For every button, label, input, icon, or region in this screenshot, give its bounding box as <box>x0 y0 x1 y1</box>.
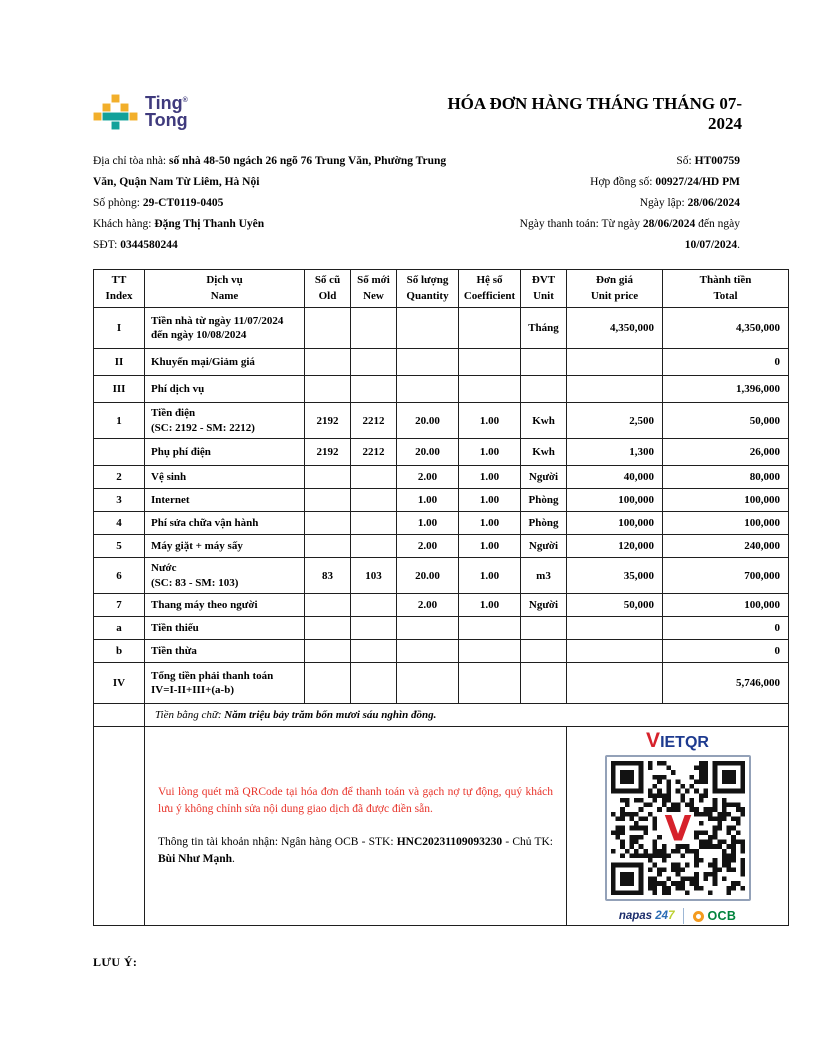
cell-new: 103 <box>351 558 397 594</box>
column-header-tt: TT Index <box>94 270 145 308</box>
cell-name: Tiền thiếu <box>145 617 305 640</box>
cell-new <box>351 308 397 349</box>
page-title: HÓA ĐƠN HÀNG THÁNG THÁNG 07- 2024 <box>447 94 742 134</box>
contract-number-line: Hợp đồng số: 00927/24/HD PM <box>590 176 740 189</box>
amount-in-words-value: Năm triệu bảy trăm bốn mươi sáu nghìn đồng. <box>224 709 437 722</box>
cell-tt: 6 <box>94 558 145 594</box>
cell-total: 0 <box>663 349 789 376</box>
cell-name: Tiền nhà từ ngày 11/07/2024 đến ngày 10/08/2024 <box>145 308 305 349</box>
cell-name: Máy giặt + máy sấy <box>145 535 305 558</box>
invoice-info <box>93 151 788 256</box>
cell-tt: b <box>94 640 145 663</box>
cell-unit: Người <box>521 535 567 558</box>
cell-coef <box>459 376 521 403</box>
cell-unit <box>521 376 567 403</box>
ocb-ring-icon <box>693 911 704 922</box>
cell-unit: Tháng <box>521 308 567 349</box>
invoice-content <box>93 94 788 970</box>
cell-coef: 1.00 <box>459 535 521 558</box>
cell-coef: 1.00 <box>459 403 521 439</box>
cell-name: Tiền điện (SC: 2192 - SM: 2212) <box>145 403 305 439</box>
cell-qty: 2.00 <box>397 466 459 489</box>
cell-total: 0 <box>663 617 789 640</box>
cell-qty: 20.00 <box>397 558 459 594</box>
cell-old <box>305 640 351 663</box>
ocb-logo: OCB <box>693 909 736 923</box>
info-right-column <box>465 151 788 256</box>
cell-name: Phí dịch vụ <box>145 376 305 403</box>
building-address-line: Địa chỉ tòa nhà: số nhà 48-50 ngách 26 ngõ 76 Trung Văn, Phường Trung Văn, Quận Nam Từ Liêm, Hà Nội <box>93 155 447 189</box>
tingtong-logo-text: Ting® Tong <box>145 92 188 130</box>
registered-mark: ® <box>182 96 188 104</box>
cell-name: Internet <box>145 489 305 512</box>
qr-code-cell <box>567 727 789 926</box>
cell-total: 100,000 <box>663 512 789 535</box>
cell-new <box>351 466 397 489</box>
cell-old: 2192 <box>305 439 351 466</box>
cell-qty <box>397 349 459 376</box>
cell-old <box>305 535 351 558</box>
cell-name: Tổng tiền phải thanh toán IV=I-II+III+(a-b) <box>145 663 305 704</box>
cell-price <box>567 349 663 376</box>
cell-name: Thang máy theo người <box>145 594 305 617</box>
cell-coef <box>459 349 521 376</box>
cell-old: 83 <box>305 558 351 594</box>
cell-price: 1,300 <box>567 439 663 466</box>
napas-247-logo: napas 247 <box>618 910 675 923</box>
cell-qty: 2.00 <box>397 594 459 617</box>
cell-coef: 1.00 <box>459 594 521 617</box>
cell-new <box>351 663 397 704</box>
cell-new: 2212 <box>351 439 397 466</box>
cell-old <box>305 308 351 349</box>
cell-price: 40,000 <box>567 466 663 489</box>
cell-new <box>351 594 397 617</box>
cell-tt: IV <box>94 663 145 704</box>
cell-coef: 1.00 <box>459 512 521 535</box>
info-left-column <box>93 151 465 256</box>
cell-unit: Kwh <box>521 439 567 466</box>
cell-unit <box>521 617 567 640</box>
cell-name: Vệ sinh <box>145 466 305 489</box>
column-header-name: Dịch vụ Name <box>145 270 305 308</box>
cell-qty: 1.00 <box>397 489 459 512</box>
cell-old <box>305 512 351 535</box>
cell-tt <box>94 439 145 466</box>
column-header-price: Đơn giá Unit price <box>567 270 663 308</box>
cell-qty: 1.00 <box>397 512 459 535</box>
cell-tt: III <box>94 376 145 403</box>
cell-old <box>305 617 351 640</box>
cell-unit: Người <box>521 594 567 617</box>
cell-qty: 20.00 <box>397 439 459 466</box>
cell-unit: Kwh <box>521 403 567 439</box>
table-row <box>94 594 789 617</box>
cell-total: 80,000 <box>663 466 789 489</box>
cell-qty <box>397 376 459 403</box>
cell-qty <box>397 617 459 640</box>
cell-total: 100,000 <box>663 594 789 617</box>
table-row <box>94 535 789 558</box>
cell-tt: 2 <box>94 466 145 489</box>
cell-price: 2,500 <box>567 403 663 439</box>
cell-tt: 5 <box>94 535 145 558</box>
vietqr-v-icon: V <box>646 729 661 753</box>
cell-total: 1,396,000 <box>663 376 789 403</box>
table-row <box>94 308 789 349</box>
cell-tt: 7 <box>94 594 145 617</box>
table-row <box>94 466 789 489</box>
cell-coef: 1.00 <box>459 489 521 512</box>
amount-in-words-label: Tiền bằng chữ: <box>155 709 225 722</box>
cell-tt <box>94 704 145 727</box>
cell-tt: a <box>94 617 145 640</box>
cell-unit: Phòng <box>521 489 567 512</box>
cell-tt: 1 <box>94 403 145 439</box>
cell-qty: 20.00 <box>397 403 459 439</box>
table-row <box>94 663 789 704</box>
cell-coef <box>459 640 521 663</box>
vietqr-logo: VIETQR <box>646 729 709 753</box>
cell-name: Phí sửa chữa vận hành <box>145 512 305 535</box>
cell-new <box>351 489 397 512</box>
cell-new <box>351 640 397 663</box>
cell-unit <box>521 640 567 663</box>
payment-note-cell <box>145 727 567 926</box>
table-footer <box>94 704 789 926</box>
table-row <box>94 558 789 594</box>
column-header-old: Số cũ Old <box>305 270 351 308</box>
table-row <box>94 349 789 376</box>
cell-old <box>305 376 351 403</box>
qr-payment-note: Vui lòng quét mã QRCode tại hóa đơn để thanh toán và gạch nợ tự động, quý khách lưu ý không chỉnh sửa nội dung giao dịch đã được điền sẵn. <box>158 785 553 815</box>
cell-coef <box>459 663 521 704</box>
cell-price <box>567 640 663 663</box>
cell-total: 240,000 <box>663 535 789 558</box>
cell-coef: 1.00 <box>459 558 521 594</box>
note-heading: LƯU Ý: <box>93 955 138 970</box>
qr-code-image <box>611 761 745 895</box>
table-header-row <box>94 270 789 308</box>
cell-name: Khuyến mại/Giảm giá <box>145 349 305 376</box>
cell-qty <box>397 640 459 663</box>
svg-text:V: V <box>664 809 691 850</box>
phone-line: SĐT: 0344580244 <box>93 239 178 252</box>
cell-coef <box>459 617 521 640</box>
cell-new <box>351 535 397 558</box>
table-row <box>94 376 789 403</box>
cell-coef: 1.00 <box>459 466 521 489</box>
cell-price <box>567 663 663 704</box>
cell-old <box>305 489 351 512</box>
invoice-number-line: Số: HT00759 <box>676 155 740 168</box>
partner-divider <box>683 908 684 924</box>
invoice-table <box>93 269 789 926</box>
qr-payment-row <box>94 727 789 926</box>
cell-total: 4,350,000 <box>663 308 789 349</box>
cell-qty: 2.00 <box>397 535 459 558</box>
cell-total: 100,000 <box>663 489 789 512</box>
cell-unit <box>521 349 567 376</box>
table-row <box>94 439 789 466</box>
cell-unit <box>521 663 567 704</box>
cell-name: Tiền thừa <box>145 640 305 663</box>
amount-in-words-row <box>94 704 789 727</box>
cell-tt: II <box>94 349 145 376</box>
customer-name-line: Khách hàng: Đặng Thị Thanh Uyên <box>93 218 265 231</box>
account-info: Thông tin tài khoản nhận: Ngân hàng OCB - STK: HNC20231109093230 - Chủ TK: Bùi Như Mạnh. <box>158 836 553 866</box>
cell-price: 35,000 <box>567 558 663 594</box>
cell-old <box>305 663 351 704</box>
payment-period-line: Ngày thanh toán: Từ ngày 28/06/2024 đến ngày 10/07/2024. <box>519 218 740 252</box>
cell-tt: 3 <box>94 489 145 512</box>
cell-price <box>567 617 663 640</box>
table-row <box>94 512 789 535</box>
cell-price <box>567 376 663 403</box>
table-body <box>94 308 789 704</box>
room-number-line: Số phòng: 29-CT0119-0405 <box>93 197 224 210</box>
table-row <box>94 489 789 512</box>
cell-unit: Phòng <box>521 512 567 535</box>
cell-qty <box>397 663 459 704</box>
payment-partners <box>569 908 786 924</box>
cell-coef: 1.00 <box>459 439 521 466</box>
cell-total: 0 <box>663 640 789 663</box>
qr-code-frame <box>605 755 751 901</box>
tingtong-logo-icon <box>93 94 138 130</box>
cell-new <box>351 376 397 403</box>
cell-price: 4,350,000 <box>567 308 663 349</box>
cell-new <box>351 617 397 640</box>
column-header-new: Số mới New <box>351 270 397 308</box>
header <box>93 94 788 134</box>
cell-old: 2192 <box>305 403 351 439</box>
cell-name: Phụ phí điện <box>145 439 305 466</box>
cell-price: 50,000 <box>567 594 663 617</box>
cell-tt: 4 <box>94 512 145 535</box>
cell-total: 26,000 <box>663 439 789 466</box>
cell-tt <box>94 727 145 926</box>
cell-unit: m3 <box>521 558 567 594</box>
cell-total: 700,000 <box>663 558 789 594</box>
cell-price: 100,000 <box>567 489 663 512</box>
column-header-total: Thành tiền Total <box>663 270 789 308</box>
cell-total: 5,746,000 <box>663 663 789 704</box>
amount-in-words-cell <box>145 704 789 727</box>
cell-new <box>351 512 397 535</box>
cell-total: 50,000 <box>663 403 789 439</box>
column-header-qty: Số lượng Quantity <box>397 270 459 308</box>
table-row <box>94 403 789 439</box>
cell-old <box>305 594 351 617</box>
cell-tt: I <box>94 308 145 349</box>
table-row <box>94 640 789 663</box>
cell-name: Nước (SC: 83 - SM: 103) <box>145 558 305 594</box>
cell-price: 120,000 <box>567 535 663 558</box>
cell-price: 100,000 <box>567 512 663 535</box>
tingtong-logo <box>93 94 188 130</box>
cell-new <box>351 349 397 376</box>
cell-old <box>305 466 351 489</box>
cell-unit: Người <box>521 466 567 489</box>
cell-new: 2212 <box>351 403 397 439</box>
column-header-unit: ĐVT Unit <box>521 270 567 308</box>
cell-qty <box>397 308 459 349</box>
cell-old <box>305 349 351 376</box>
issue-date-line: Ngày lập: 28/06/2024 <box>639 197 740 210</box>
column-header-coef: Hệ số Coefficient <box>459 270 521 308</box>
table-row <box>94 617 789 640</box>
cell-coef <box>459 308 521 349</box>
